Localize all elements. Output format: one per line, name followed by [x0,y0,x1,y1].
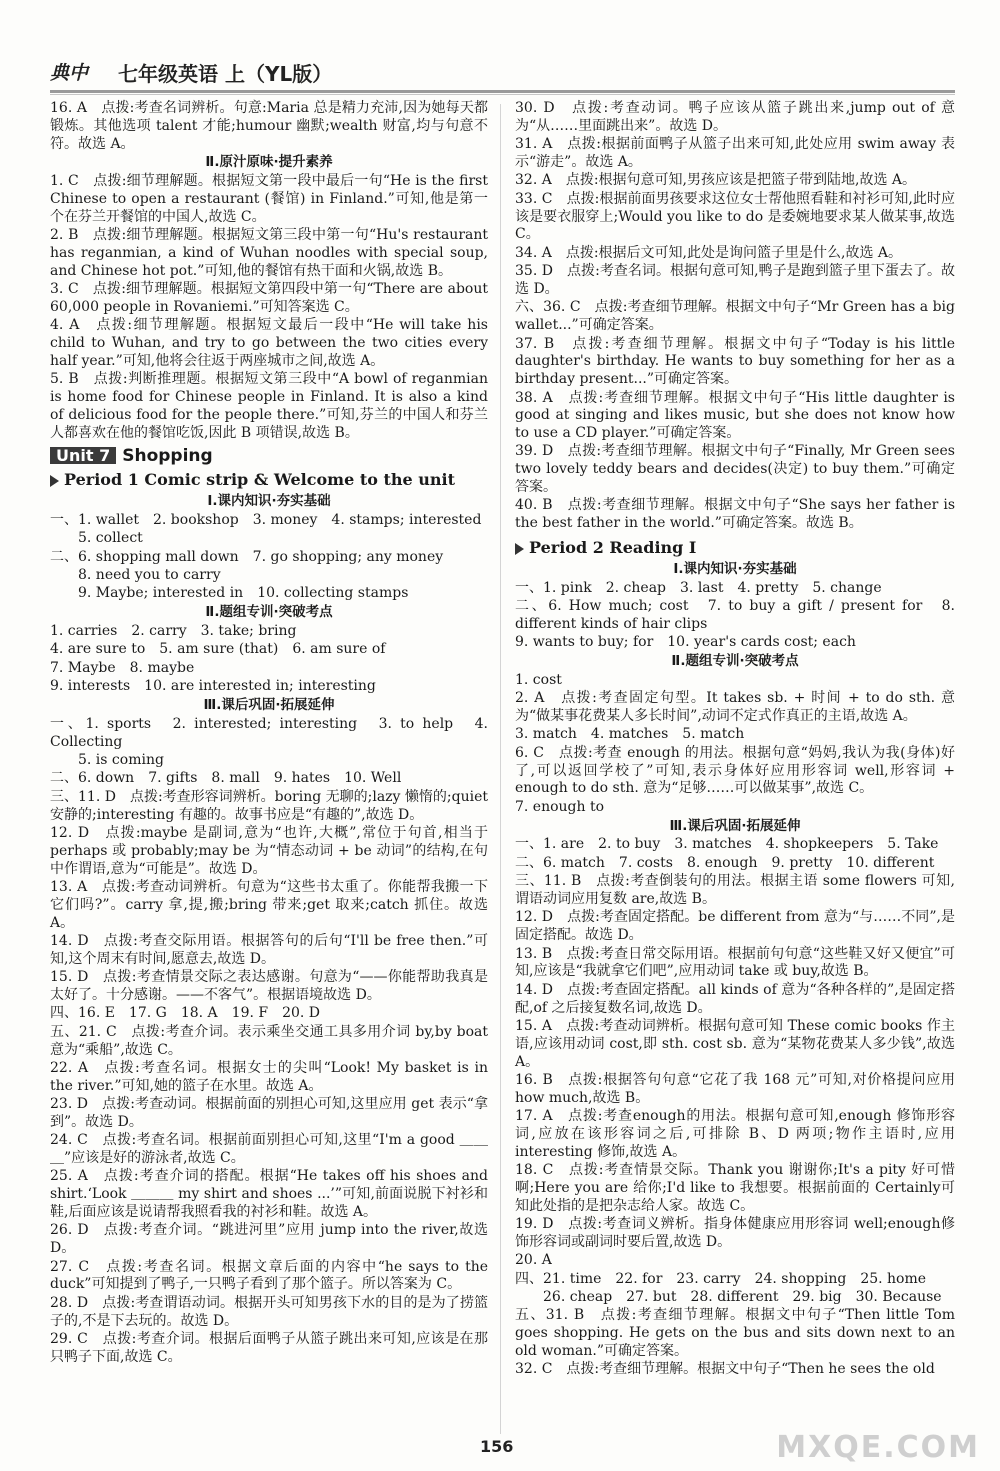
answer-item: 27. C 点拨:考查名词。根据文章后面的内容中“he says to the duck”可知提到了鸭子,一只鸭子看到了那个篮子。所以答案为 C。 [50,1258,488,1293]
book-title: 七年级英语 上（YL版） [118,62,333,86]
answer-item: 3. C 点拨:细节理解题。根据短文第四段中第一句“There are about 60,000 people in Rovaniemi.”可知答案选 C。 [50,281,488,315]
answer-item: 24. C 点拨:考查名词。根据前面别担心可知,这里“I'm a good ＿＿＿”应该是好的游泳者,故选 C。 [50,1132,488,1167]
answer-item: 15. A 点拨:考查动词辨析。根据句意可知 These comic books 作主语,应该用动词 cost,即 sth. cost sb. 意为“某物花费某人多少钱”,故选 A。 [515,1017,955,1070]
answer-item: 12. D 点拨:考查固定搭配。be different from 意为“与……不同”,是固定搭配。故选 D。 [515,909,955,944]
section-heading: Ⅱ.题组专训·突破考点 [671,653,799,670]
answer-item: 二、6. shopping mall down 7. go shopping; any money [50,548,444,565]
answer-item: 14. D 点拨:考查交际用语。根据答句的后句“I'll be free then.”可知,这个周末有时间,愿意去,故选 D。 [50,932,488,967]
triangle-bullet-icon [50,475,59,487]
site-watermark: MXQE.COM [776,1430,980,1465]
answer-item: 4. A 点拨:细节理解题。根据短文最后一段中“He will take his child to Wuhan, and try to go between the two cities every half year.”可知,他将会往返于两座城市之间,故选 A。 [50,317,488,369]
answer-item: 34. A 点拨:根据后文可知,此处是询问篮子里是什么,故选 A。 [515,244,903,261]
answer-item: 1. carries 2. carry 3. take; bring [50,623,297,640]
unit-title: Shopping [122,445,213,466]
answer-item: 5. collect [50,530,143,547]
column-divider [500,104,501,1434]
answer-item: 四、21. time 22. for 23. carry 24. shopping 25. home [515,1270,927,1287]
header-rule [50,90,955,93]
answer-item: 32. A 点拨:根据句意可知,男孩应该是把篮子带到陆地,故选 A。 [515,172,917,189]
answer-item: 一、1. sports 2. interested; interesting 3. to help 4. Collecting [50,715,488,750]
answer-item: 40. B 点拨:考查细节理解。根据文中句子“She says her father is the best father in the world.”可确定答案。故选 B。 [515,497,955,532]
answer-item: 12. D 点拨:maybe 是副词,意为“也许,大概”,常位于句首,相当于 perhaps 或 probably;may be 为“情态动词 + be 动词”的结构,在句中作谓语,意为“可能是”。故选 D。 [50,824,488,877]
answer-item: 2. B 点拨:细节理解题。根据短文第三段中第一句“Hu's restaurant has reganmian, a kind of Wuhan noodles with special soup, and Chinese hot pot.”可知,他的餐馆有热干面和火锅,故选 B。 [50,227,488,279]
answer-item: 32. C 点拨:考查细节理解。根据文中句子“Then he sees the old [515,1361,935,1378]
answer-item: 4. are sure to 5. am sure (that) 6. am sure of [50,641,386,658]
answer-item: 31. A 点拨:根据前面鸭子从篮子出来可知,此处应用 swim away 表示“游走”。故选 A。 [515,136,955,170]
period-title: Period 2 Reading Ⅰ [529,538,697,558]
left-column [50,100,488,1367]
answer-item: 一、1. are 2. to buy 3. matches 4. shopkeepers 5. Take [515,836,939,853]
right-column [515,100,955,1380]
answer-item: 15. D 点拨:考查情景交际之表达感谢。句意为“——你能帮助我真是太好了。十分感谢。——不客气”。根据语境故选 D。 [50,969,488,1003]
answer-item: 1. C 点拨:细节理解题。根据短文第一段中最后一句“He is the first Chinese to open a restaurant (餐馆) in Finland.”可知,他是第一个在芬兰开餐馆的中国人,故选 C。 [50,173,488,225]
answer-item: 18. C 点拨:考查情景交际。Thank you 谢谢你;It's a pity 好可惜啊;Here you are 给你;I'd like to 我想要。根据前面的 Certainly可知此处指的是把杂志给人家。故选 C。 [515,1162,955,1214]
answer-item: 17. A 点拨:考查enough的用法。根据句意可知,enough 修饰形容词,应放在该形容词之后,可排除 B、D 两项;物作主语时,应用 interesting 修饰,故选 A。 [515,1108,955,1160]
answer-item: 35. D 点拨:考查名词。根据句意可知,鸭子是跑到篮子里下蛋去了。故选 D。 [515,263,955,297]
answer-item: 20. A [515,1252,552,1269]
page-header [0,0,1000,96]
answer-item: 六、36. C 点拨:考查细节理解。根据文中句子“Mr Green has a big wallet...”可确定答案。 [515,299,955,334]
answer-item: 9. interests 10. are interested in; interesting [50,678,376,695]
answer-item: 一、1. pink 2. cheap 3. last 4. pretty 5. change [515,579,882,596]
answer-item: 5. B 点拨:判断推理题。根据短文第三段中“A bowl of reganmian is home food for Chinese people in Finland. It is also a kind of delicious food for the people there.”可知,芬兰的中国人和芬兰人都喜欢在他的餐馆吃饭,因此 B 项错误,故选 B。 [50,371,488,441]
section-heading: Ⅲ.课后巩固·拓展延伸 [203,697,335,714]
header-rule-thin [50,94,955,95]
period-title: Period 1 Comic strip & Welcome to the unit [64,470,455,490]
unit-badge: Unit 7 [50,447,116,465]
answer-item: 二、6. match 7. costs 8. enough 9. pretty 10. different [515,854,935,871]
answer-item: 二、6. down 7. gifts 8. mall 9. hates 10. Well [50,770,402,787]
answer-item: 19. D 点拨:考查词义辨析。指身体健康应用形容词 well;enough修饰形容词或副词时要后置,故选 D。 [515,1216,955,1250]
answer-item: 33. C 点拨:根据前面男孩要求这位女士帮他照看鞋和衬衫可知,此时应该是要衣服穿上;Would you like to do 是委婉地要求某人做某事,故选 C。 [515,190,955,243]
section-heading: Ⅰ.课内知识·夯实基础 [207,493,331,510]
period-heading [50,471,488,489]
answer-item: 2. A 点拨:考查固定句型。It takes sb. + 时间 + to do sth. 意为“做某事花费某人多长时间”,动词不定式作真正的主语,故选 A。 [515,690,955,725]
answer-item: 29. C 点拨:考查介词。根据后面鸭子从篮子跳出来可知,应该是在那只鸭子下面,故选 C。 [50,1331,488,1365]
section-heading: Ⅲ.课后巩固·拓展延伸 [669,817,801,834]
answer-item: 26. cheap 27. but 28. different 29. big 30. Because [515,1289,942,1306]
answer-item: 22. A 点拨:考查名词。根据女士的尖叫“Look! My basket is in the river.”可知,她的篮子在水里。故选 A。 [50,1059,488,1094]
period-heading [515,539,955,557]
answer-item: 8. need you to carry [50,567,221,584]
answer-item: 三、11. B 点拨:考查倒装句的用法。根据主语 some flowers 可知,谓语动词应用复数 are,故选 B。 [515,873,955,907]
answer-item: 9. Maybe; interested in 10. collecting stamps [50,585,409,602]
answer-item: 38. A 点拨:考查细节理解。根据文中句子“His little daughter is good at singing and likes music, but she does not know how to use a CD player.”可确定答案。 [515,389,955,442]
answer-item: 26. D 点拨:考查介词。“跳进河里”应用 jump into the river,故选 D。 [50,1222,488,1257]
answer-item: 39. D 点拨:考查细节理解。根据文中句子“Finally, Mr Green sees two lovely teddy bears and decides(决定) to buy them.”可确定答案。 [515,443,955,496]
answer-item: 25. A 点拨:考查介词的搭配。根据“He takes off his shoes and shirt.‘Look ＿＿＿ my shirt and shoes ...’”可知,前面说脱下衬衫和鞋,后面应该是说请帮我照看我的衬衫和鞋。故选 A。 [50,1168,488,1221]
answer-item: 6. C 点拨:考查 enough 的用法。根据句意“妈妈,我认为我(身体)好了,可以返回学校了”可知,表示身体好应用形容词 well,形容词 + enough to do sth. 意为“足够……可以做某事”,故选 C。 [515,744,955,797]
answer-item: 30. D 点拨:考查动词。鸭子应该从篮子跳出来,jump out of 意为“从……里面跳出来”。故选 D。 [515,100,955,134]
page-number: 156 [480,1437,514,1456]
answer-item: 28. D 点拨:考查谓语动词。根据开头可知男孩下水的目的是为了捞篮子的,不是下去玩的。故选 D。 [50,1294,488,1329]
answer-item: 16. B 点拨:根据答句句意“它花了我 168 元”可知,对价格提问应用 how much,故选 B。 [515,1071,955,1106]
unit-heading [50,447,488,466]
answer-item: 23. D 点拨:考查动词。根据前面的别担心可知,这里应用 get 表示“拿到”。故选 D。 [50,1096,488,1130]
answer-item: 二、6. How much; cost 7. to buy a gift / present for 8. different kinds of hair clips [515,598,955,632]
answer-item: 1. cost [515,671,562,688]
answer-item: 三、11. D 点拨:考查形容词辨析。boring 无聊的;lazy 懒惰的;quiet 安静的;interesting 有趣的。故事书应是“有趣的”,故选 D。 [50,788,489,823]
answer-item: 五、21. C 点拨:考查介词。表示乘坐交通工具多用介词 by,by boat 意为“乘船”,故选 C。 [50,1023,488,1058]
answer-item: 14. D 点拨:考查固定搭配。all kinds of 意为“各种各样的”,是固定搭配,of 之后接复数名词,故选 D。 [515,981,955,1016]
answer-item: 9. wants to buy; for 10. year's cards cost; each [515,634,856,651]
series-logo: 典中 [50,62,89,84]
triangle-bullet-icon [515,543,524,555]
answer-item: 5. is coming [50,752,164,769]
answer-item: 7. Maybe 8. maybe [50,659,195,676]
answer-item: 37. B 点拨:考查细节理解。根据文中句子“Today is his little daughter's birthday. He wants to buy something for her as a birthday present...”可确定答案。 [515,335,955,388]
section-heading: Ⅰ.课内知识·夯实基础 [673,560,797,577]
section-heading: Ⅱ.原汁原味·提升素养 [205,154,333,171]
answer-item: 一、1. wallet 2. bookshop 3. money 4. stamps; interested [50,511,482,528]
answer-item: 7. enough to [515,798,605,815]
section-heading: Ⅱ.题组专训·突破考点 [205,604,333,621]
answer-item: 五、31. B 点拨:考查细节理解。根据文中句子“Then little Tom goes shopping. He gets on the bus and sits down next to an old woman.”可确定答案。 [515,1307,955,1359]
answer-item: 16. A 点拨:考查名词辨析。句意:Maria 总是精力充沛,因为她每天都锻炼。其他选项 talent 才能;humour 幽默;wealth 财富,均与句意不符。故选 A。 [50,100,488,152]
answer-item: 3. match 4. matches 5. match [515,726,745,743]
answer-item: 13. A 点拨:考查动词辨析。句意为“这些书太重了。你能帮我搬一下它们吗?”。carry 拿,提,搬;bring 带来;get 取来;catch 抓住。故选 A。 [50,878,488,931]
answer-item: 四、16. E 17. G 18. A 19. F 20. D [50,1005,321,1022]
answer-item: 13. B 点拨:考查日常交际用语。根据前句句意“这些鞋又好又便宜”可知,应该是“我就拿它们吧”,应用动词 take 或 buy,故选 B。 [515,945,955,980]
